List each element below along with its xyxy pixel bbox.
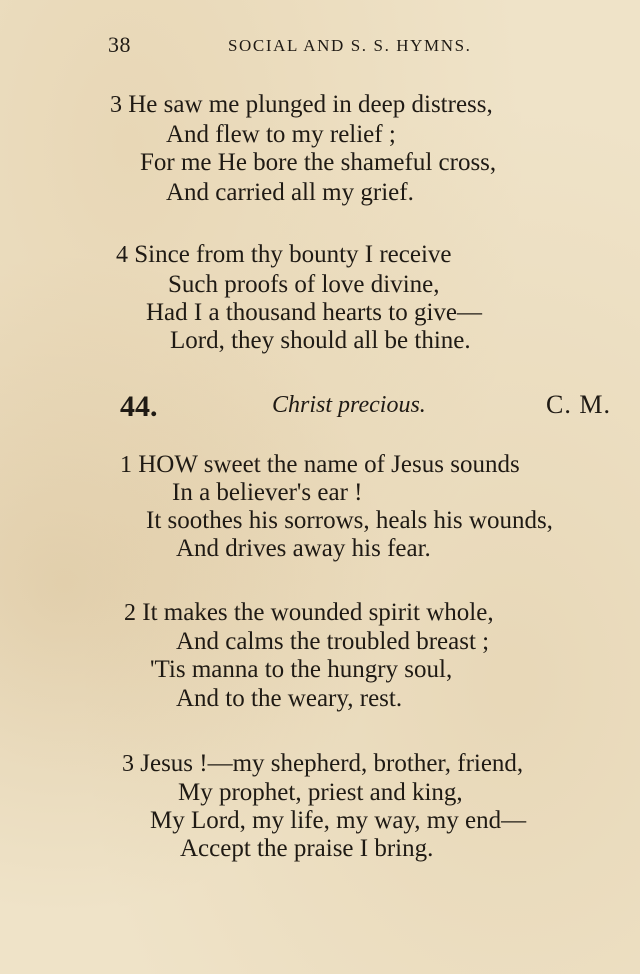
verse-line: Accept the praise I bring. bbox=[180, 835, 434, 862]
verse-line: And carried all my grief. bbox=[166, 179, 414, 206]
stanza-number: 2 bbox=[124, 600, 136, 626]
verse-line: For me He bore the shameful cross, bbox=[140, 149, 497, 176]
verse-line bbox=[116, 240, 452, 270]
hymn-meter: C. M. bbox=[546, 390, 611, 419]
verse-line: And drives away his fear. bbox=[176, 535, 431, 562]
hymn-title: Christ precious. bbox=[272, 392, 426, 418]
verse-text: He saw me plunged in deep distress, bbox=[128, 91, 493, 118]
verse-line: Such proofs of love divine, bbox=[168, 271, 440, 298]
verse-line: It soothes his sorrows, heals his wounds, bbox=[146, 507, 553, 534]
stanza-number: 3 bbox=[110, 92, 122, 118]
verse-line: And calms the troubled breast ; bbox=[176, 628, 490, 655]
verse-text: It makes the wounded spirit whole, bbox=[142, 599, 494, 626]
verse-line bbox=[124, 598, 494, 628]
verse-line bbox=[110, 90, 493, 120]
verse-line: 'Tis manna to the hungry soul, bbox=[150, 656, 453, 683]
page-number: 38 bbox=[108, 32, 131, 57]
verse-line: In a believer's ear ! bbox=[172, 479, 363, 506]
running-title: SOCIAL AND S. S. HYMNS. bbox=[228, 36, 472, 55]
verse-text: Jesus !—my shepherd, brother, friend, bbox=[140, 750, 524, 777]
verse-line: Had I a thousand hearts to give— bbox=[146, 299, 483, 326]
verse-line: And flew to my relief ; bbox=[166, 121, 396, 148]
verse-line: My Lord, my life, my way, my end— bbox=[150, 807, 527, 834]
verse-text: HOW sweet the name of Jesus sounds bbox=[138, 451, 520, 478]
verse-line: Lord, they should all be thine. bbox=[170, 327, 471, 354]
hymn-number: 44. bbox=[120, 390, 158, 423]
verse-line: My prophet, priest and king, bbox=[178, 779, 463, 806]
verse-text: Since from thy bounty I receive bbox=[134, 241, 452, 268]
verse-line bbox=[122, 749, 523, 779]
verse-line: And to the weary, rest. bbox=[176, 685, 403, 712]
stanza-number: 3 bbox=[122, 751, 134, 777]
stanza-number: 1 bbox=[120, 452, 132, 478]
verse-line bbox=[120, 450, 520, 480]
stanza-number: 4 bbox=[116, 242, 128, 268]
